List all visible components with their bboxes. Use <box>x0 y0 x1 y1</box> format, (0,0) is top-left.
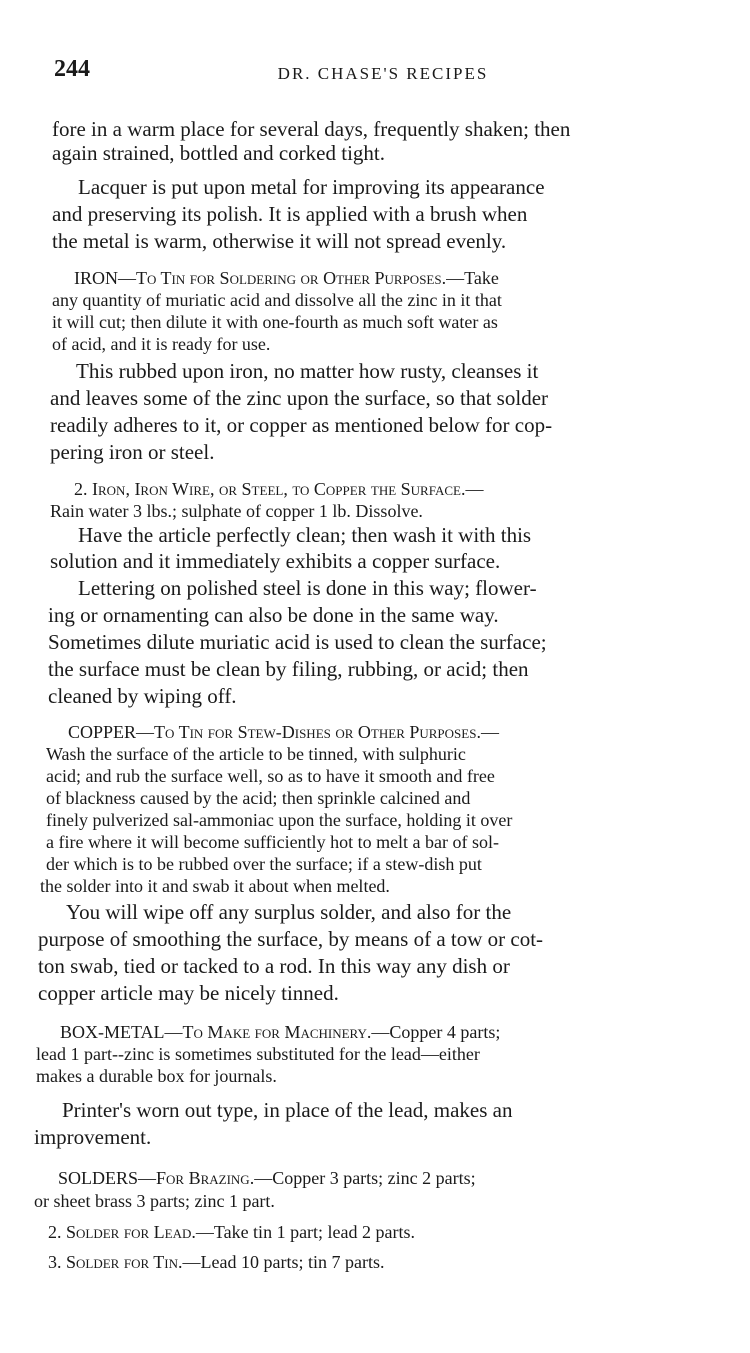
heading-lead: IRON— <box>74 268 136 288</box>
item-rest: —Take tin 1 part; lead 2 parts. <box>195 1222 416 1242</box>
recipe-heading-box-metal <box>60 1022 500 1043</box>
item-number: 2. <box>48 1222 66 1242</box>
heading-title: To Make for Machinery. <box>182 1022 372 1042</box>
heading-rest: — <box>480 722 499 742</box>
page-header <box>48 56 718 90</box>
text-line: makes a durable box for journals. <box>36 1066 277 1086</box>
heading-lead: COPPER— <box>68 722 155 742</box>
recipe-heading-iron <box>74 268 499 289</box>
text-line: the solder into it and swab it about when melted. <box>40 876 390 896</box>
running-title: DR. CHASE'S RECIPES <box>277 64 489 83</box>
text-line: it will cut; then dilute it with one-fourth as much soft water as <box>52 312 498 332</box>
text-line: der which is to be rubbed over the surface; if a stew-dish put <box>46 854 482 874</box>
heading-rest: —Take <box>446 268 499 288</box>
text-line: Lettering on polished steel is done in this way; flower- <box>78 576 537 600</box>
text-line: finely pulverized sal-ammoniac upon the surface, holding it over <box>46 810 513 830</box>
heading-rest: —Copper 4 parts; <box>371 1022 501 1042</box>
heading-title: To Tin for Stew-Dishes or Other Purposes. <box>154 722 481 742</box>
heading-lead: 2. <box>74 479 92 499</box>
heading-lead: BOX-METAL— <box>60 1022 183 1042</box>
text-line: cleaned by wiping off. <box>48 684 237 708</box>
text-line: Printer's worn out type, in place of the lead, makes an <box>62 1098 513 1122</box>
text-line: ton swab, tied or tacked to a rod. In this way any dish or <box>38 954 510 978</box>
heading-title: Iron, Iron Wire, or Steel, to Copper the Surface. <box>92 479 466 499</box>
text-line: any quantity of muriatic acid and dissolve all the zinc in it that <box>52 290 502 310</box>
item-title: Solder for Tin. <box>66 1252 183 1272</box>
item-number: 3. <box>48 1252 66 1272</box>
recipe-solder-tin <box>48 1252 385 1273</box>
text-line: and leaves some of the zinc upon the surface, so that solder <box>50 386 549 410</box>
recipe-heading-copper <box>68 722 499 743</box>
text-line: ing or ornamenting can also be done in the same way. <box>48 603 499 627</box>
recipe-heading-copper-surface <box>74 479 484 500</box>
item-title: Solder for Lead. <box>66 1222 196 1242</box>
text-line: pering iron or steel. <box>50 440 215 464</box>
heading-rest: — <box>465 479 484 499</box>
text-line: readily adheres to it, or copper as mentioned below for cop- <box>50 413 553 437</box>
text-line: the surface must be clean by filing, rubbing, or acid; then <box>48 657 529 681</box>
item-rest: —Lead 10 parts; tin 7 parts. <box>182 1252 385 1272</box>
text-line: and preserving its polish. It is applied with a brush when <box>52 202 528 226</box>
text-line: You will wipe off any surplus solder, and also for the <box>66 900 512 924</box>
text-line: This rubbed upon iron, no matter how rusty, cleanses it <box>76 359 539 383</box>
recipe-heading-solders <box>58 1168 476 1189</box>
text-line: acid; and rub the surface well, so as to have it smooth and free <box>46 766 495 786</box>
text-line: solution and it immediately exhibits a copper surface. <box>50 549 501 573</box>
page-number: 244 <box>54 56 90 82</box>
text-line: improvement. <box>34 1125 152 1149</box>
text-line: Wash the surface of the article to be tinned, with sulphuric <box>46 744 466 764</box>
heading-title: For Brazing. <box>156 1168 255 1188</box>
text-line: Have the article perfectly clean; then wash it with this <box>78 523 532 547</box>
text-line: purpose of smoothing the surface, by means of a tow or cot- <box>38 927 544 951</box>
text-line: of blackness caused by the acid; then sprinkle calcined and <box>46 788 471 808</box>
text-line: the metal is warm, otherwise it will not spread evenly. <box>52 229 507 253</box>
text-line: a fire where it will become sufficiently hot to melt a bar of sol- <box>46 832 500 852</box>
text-line: Sometimes dilute muriatic acid is used to clean the surface; <box>48 630 547 654</box>
text-line: Lacquer is put upon metal for improving its appearance <box>78 175 545 199</box>
text-line: Rain water 3 lbs.; sulphate of copper 1 lb. Dissolve. <box>50 501 423 521</box>
text-line: or sheet brass 3 parts; zinc 1 part. <box>34 1191 275 1211</box>
heading-rest: —Copper 3 parts; zinc 2 parts; <box>254 1168 476 1188</box>
heading-lead: SOLDERS— <box>58 1168 157 1188</box>
text-line: of acid, and it is ready for use. <box>52 334 271 354</box>
text-line: lead 1 part--zinc is sometimes substituted for the lead—either <box>36 1044 480 1064</box>
recipe-solder-lead <box>48 1222 415 1243</box>
text-line: fore in a warm place for several days, frequently shaken; then <box>52 117 571 141</box>
heading-title: To Tin for Soldering or Other Purposes. <box>136 268 447 288</box>
text-line: copper article may be nicely tinned. <box>38 981 339 1005</box>
text-line: again strained, bottled and corked tight. <box>52 141 385 165</box>
